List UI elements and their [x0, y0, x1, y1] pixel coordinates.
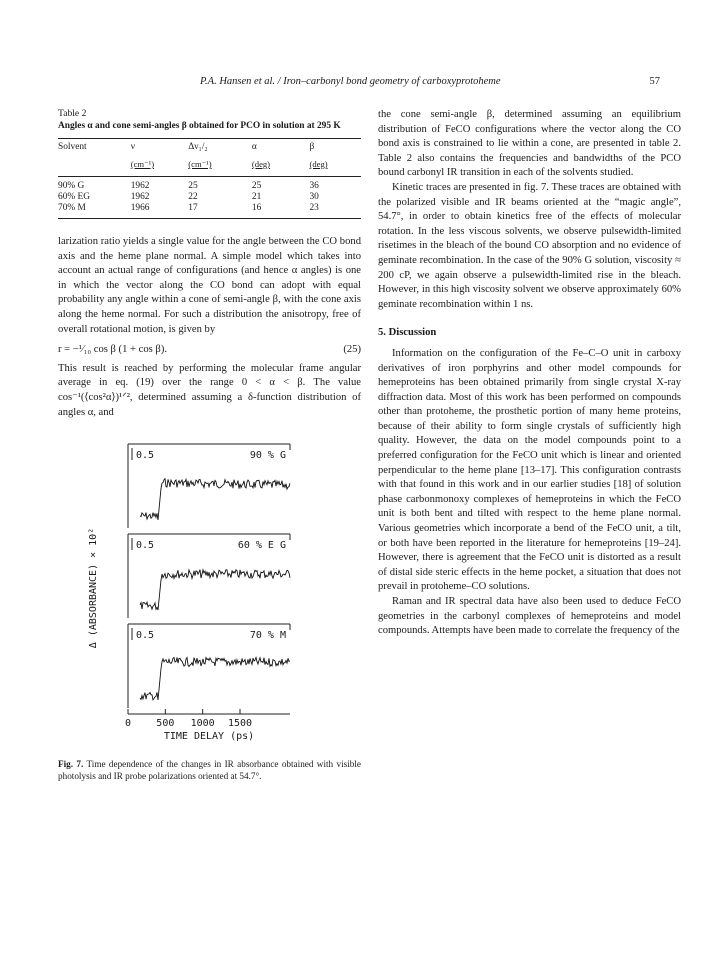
equation-number: (25) — [343, 344, 361, 356]
left-paragraph-2: This result is reached by performing the molecular frame angular average in eq. (19) over the range 0 < α < β. The value cos⁻¹(⟨cos²α⟩)¹ᐟ², determined assuming a δ-function distribution of angles α, and — [58, 362, 361, 418]
table-cell: 22 — [188, 192, 198, 202]
figure-label: Fig. 7. — [58, 759, 84, 770]
col-header-beta: β — [309, 139, 361, 157]
kinetic-trace — [140, 479, 290, 520]
figure-7 — [58, 438, 361, 758]
table-cell: 25 — [251, 181, 262, 191]
x-axis-label: TIME DELAY (ps) — [163, 731, 255, 743]
panel-scale: 0.5 — [136, 540, 155, 552]
equation-25 — [58, 343, 361, 358]
y-axis-label: Δ (ABSORBANCE) × 10² — [88, 527, 99, 649]
panel-label: 70 % M — [249, 630, 286, 642]
kinetic-trace — [140, 570, 290, 610]
right-paragraph-3: Information on the configuration of the Fe–C–O unit in carboxy derivatives of iron porphyrins and other model compounds for hemeproteins has been obtained primarily from single crystal X-ray diffraction data. Most of this work has been performed on compounds other than protoheme, the prosthetic portion of many heme proteins, because of their ability to form single crystals of sufficiently high quality. However, the data on the model compounds point to a preferred configuration for the FeCO unit which is linear and oriented perpendicular to the heme plane [13–17]. This configuration contrasts with that found in this work and in our earlier studies [18] of solution phase carbonmonoxy complexes of hemeproteins in which the FeCO unit is both bent and tilted with respect to the heme plane normal. Various geometries which incorporate a bend of the FeCO unit, a tilt, or both have been reported in the literature for hemeproteins [19–24]. However, there is agreement that the FeCO unit is distorted as a result of distal side steric effects in the heme pocket, a situation that does not prevail in protoheme–CO solutions. — [378, 347, 681, 593]
panel-scale: 0.5 — [136, 450, 155, 462]
panel-scale: 0.5 — [136, 630, 155, 642]
equation-body: r = −¹⁄₁₀ cos β (1 + cos β). — [58, 344, 167, 356]
col-unit-beta: (deg) — [309, 156, 361, 177]
table-cell: 21 — [251, 192, 262, 202]
panel-label: 90 % G — [249, 450, 286, 462]
table-caption — [58, 108, 361, 132]
right-paragraph-1: the cone semi-angle β, determined assuming an equilibrium distribution of FeCO configurations where the vector along the CO bond axis is constrained to lie within a cone, are presented in table 2. Table 2 also contains the frequencies and bandwidths of the PCO bound carbonyl IR transition in each of the solvents studied. — [378, 109, 681, 179]
x-tick-label: 0 — [124, 718, 132, 730]
running-head: P.A. Hansen et al. / Iron–carbonyl bond geometry of carboxyprotoheme — [200, 76, 501, 87]
col-header-solvent: Solvent — [58, 139, 131, 157]
table-cell: 60% EG — [58, 192, 91, 202]
table-cell: 36 — [309, 181, 319, 191]
table-description: Angles α and cone semi-angles β obtained for PCO in solution at 295 K — [58, 121, 341, 131]
table-row — [58, 177, 361, 193]
table-cell: 23 — [309, 203, 361, 219]
x-tick-label: 1000 — [190, 718, 215, 730]
table-cell: 16 — [252, 203, 310, 219]
table-cell: 90% G — [58, 181, 85, 191]
col-header-alpha: α — [252, 139, 310, 157]
page-header — [110, 76, 660, 90]
table-cell: 17 — [188, 203, 252, 219]
figure-caption — [58, 758, 361, 782]
col-unit-solvent — [58, 156, 131, 177]
left-paragraph-1: larization ratio yields a single value for the angle between the CO bond axis and the heme plane normal. A simple model which takes into account an actual range of configurations (and hence α angles) is one in which the vector along the CO bond can adopt with equal probability any angle within a cone of semi-angle β, with the cone axis along the heme normal. For such a distribution the anisotropy, free of overall rotational motion, is given by — [58, 236, 361, 335]
table-cell: 1966 — [131, 203, 189, 219]
panel-label: 60 % E G — [237, 540, 286, 552]
kinetic-trace — [140, 658, 290, 701]
x-tick-label: 1500 — [227, 718, 253, 730]
right-paragraph-2: Kinetic traces are presented in fig. 7. These traces are obtained with the polarized visible and IR beams oriented at the “magic angle”, 54.7°, in order to obtain kinetics free of the effects of molecular rotation. In the less viscous solvents, we observe pulsewidth-limited risetimes in the bleach of the bound CO absorption and no evidence of geminate recombination. In the case of the 90% G solution, viscosity ≈ 200 cP, we again observe a pulsewidth-limited rise in the bleach. However, in this high viscosity solvent we observe approximately 60% geminate recombination within 1 ns. — [378, 181, 681, 310]
section-heading: 5. Discussion — [378, 327, 437, 339]
col-unit-nu: (cm⁻¹) — [131, 156, 189, 177]
table-cell: 25 — [188, 181, 198, 191]
col-header-bandwidth: Δν₁/₂ — [188, 139, 252, 157]
figure-caption-text: Time dependence of the changes in IR absorbance obtained with visible photolysis and IR probe polarizations oriented at 54.7°. — [58, 759, 361, 782]
left-column — [58, 108, 361, 782]
table-cell: 1962 — [130, 181, 150, 191]
table-cell: 70% M — [58, 203, 131, 219]
page-number: 57 — [649, 76, 660, 87]
table-title: Table 2 — [58, 108, 87, 119]
col-unit-bandwidth: (cm⁻¹) — [188, 156, 252, 177]
kinetic-traces-plot — [58, 438, 361, 758]
right-paragraph-4: Raman and IR spectral data have also been used to deduce FeCO geometries in the carbonyl complexes of hemeproteins and model compounds. Attempts have been made to correlate the frequency of the — [378, 596, 681, 637]
table-row — [58, 192, 361, 203]
col-header-nu: ν — [131, 139, 189, 157]
table-cell: 30 — [309, 192, 319, 202]
table-cell: 1962 — [130, 192, 150, 202]
x-tick-label: 500 — [156, 718, 175, 730]
angles-table — [58, 138, 361, 219]
right-column — [378, 108, 681, 639]
table-row — [58, 203, 361, 219]
col-unit-alpha: (deg) — [252, 156, 310, 177]
